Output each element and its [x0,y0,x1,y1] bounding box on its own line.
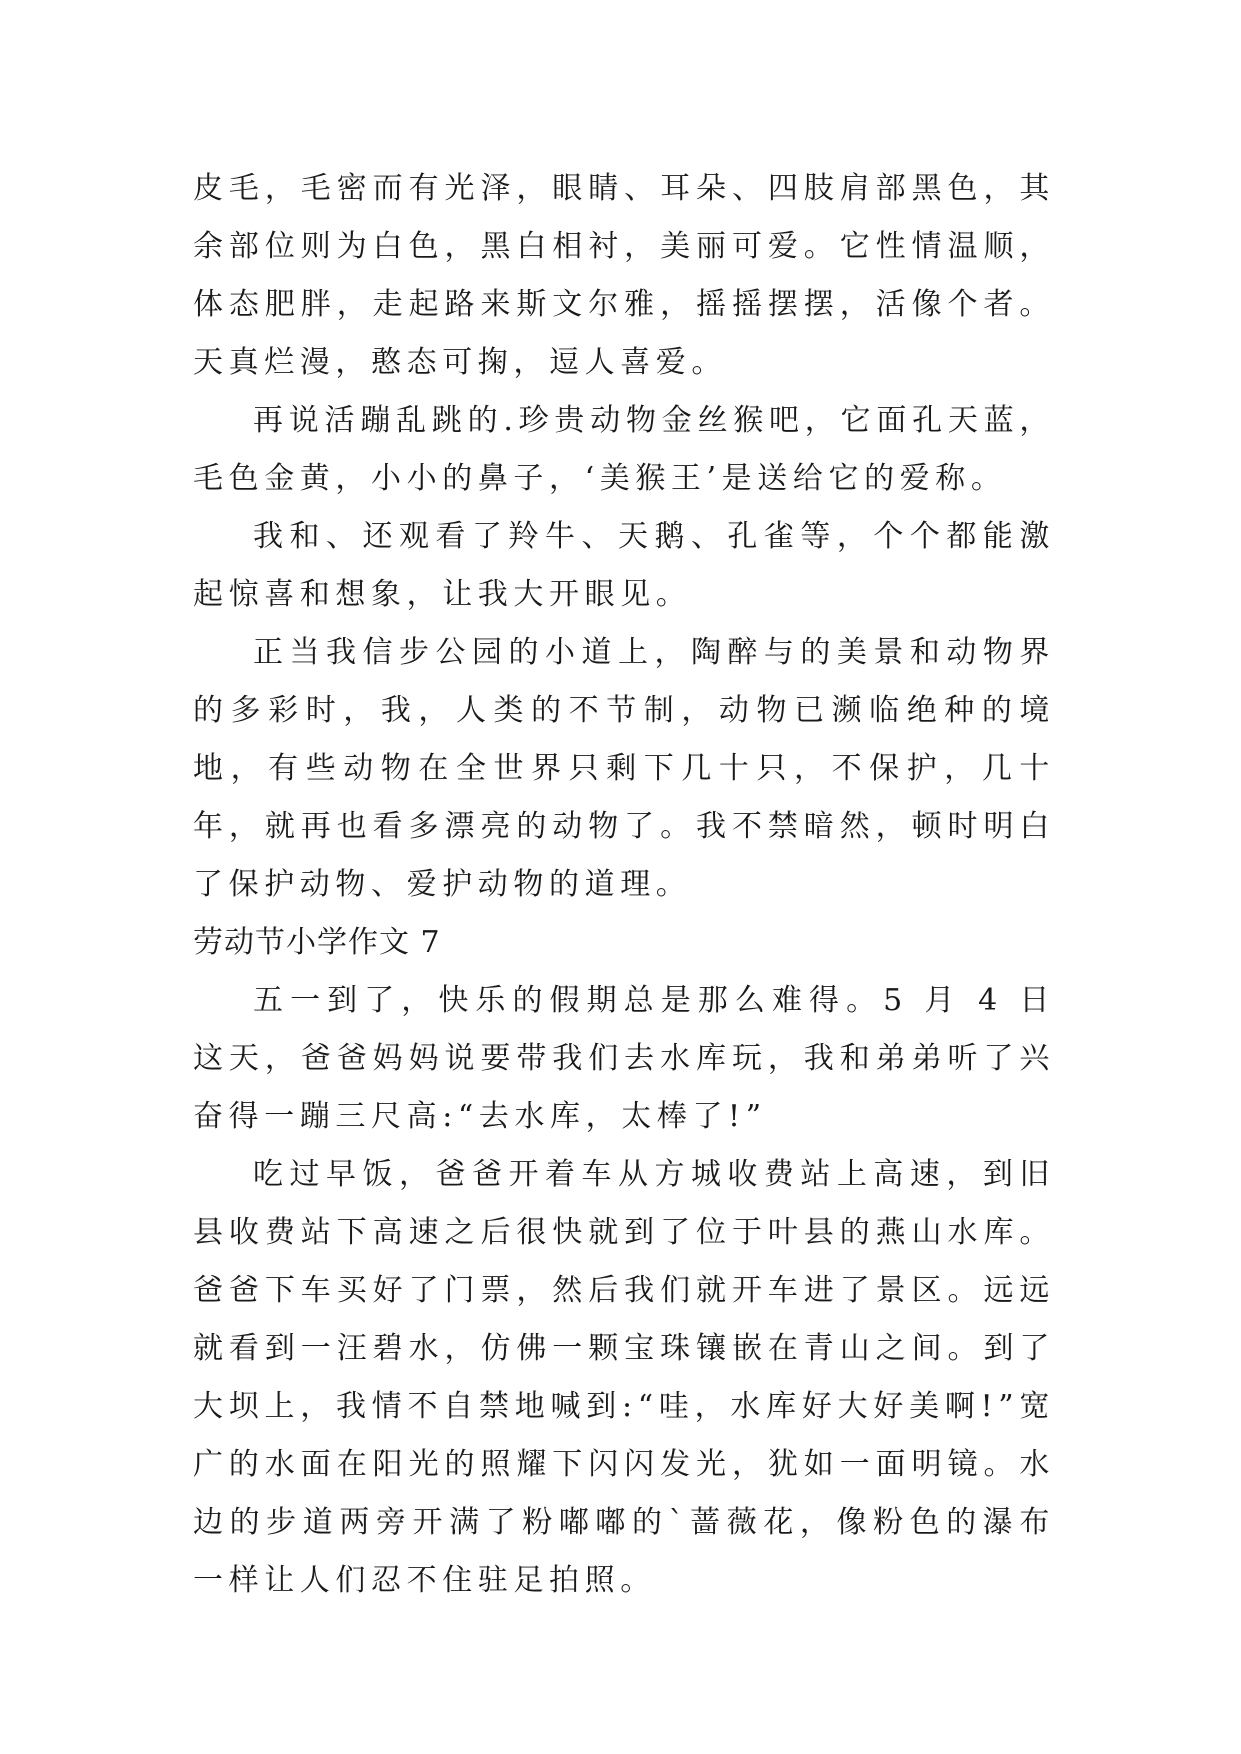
section-heading: 劳动节小学作文 7 [193,925,441,960]
paragraph-other-animals: 我和、还观看了羚牛、天鹅、孔雀等，个个都能激起惊喜和想象，让我大开眼见。 [193,519,1055,612]
paragraph-may-day: 五一到了，快乐的假期总是那么难得。5 月 4 日这天，爸爸妈妈说要带我们去水库玩，我和弟弟听了兴奋得一蹦三尺高:“去水库，太棒了!” [193,983,1055,1134]
paragraph-reservoir: 吃过早饭，爸爸开着车从方城收费站上高速，到旧县收费站下高速之后很快就到了位于叶县的燕山水库。爸爸下车买好了门票，然后我们就开车进了景区。远远就看到一汪碧水，仿佛一颗宝珠镶嵌在青山之间。到了大坝上，我情不自禁地喊到:“哇，水库好大好美啊!”宽广的水面在阳光的照耀下闪闪发光，犹如一面明镜。水边的步道两旁开满了粉嘟嘟的`蔷薇花，像粉色的瀑布一样让人们忍不住驻足拍照。 [193,1157,1055,1598]
document-page [193,160,1055,1610]
paragraph-protect-animals: 正当我信步公园的小道上，陶醉与的美景和动物界的多彩时，我，人类的不节制，动物已濒临绝种的境地，有些动物在全世界只剩下几十只，不保护，几十年，就再也看多漂亮的动物了。我不禁暗然，顿时明白了保护动物、爱护动物的道理。 [193,635,1055,902]
paragraph-panda: 皮毛，毛密而有光泽，眼睛、耳朵、四肢肩部黑色，其余部位则为白色，黑白相衬，美丽可爱。它性情温顺，体态肥胖，走起路来斯文尔雅，摇摇摆摆，活像个者。天真烂漫，憨态可掬，逗人喜爱。 [193,171,1055,380]
paragraph-golden-monkey: 再说活蹦乱跳的.珍贵动物金丝猴吧，它面孔天蓝，毛色金黄，小小的鼻子，‘美猴王’是送给它的爱称。 [193,403,1055,496]
